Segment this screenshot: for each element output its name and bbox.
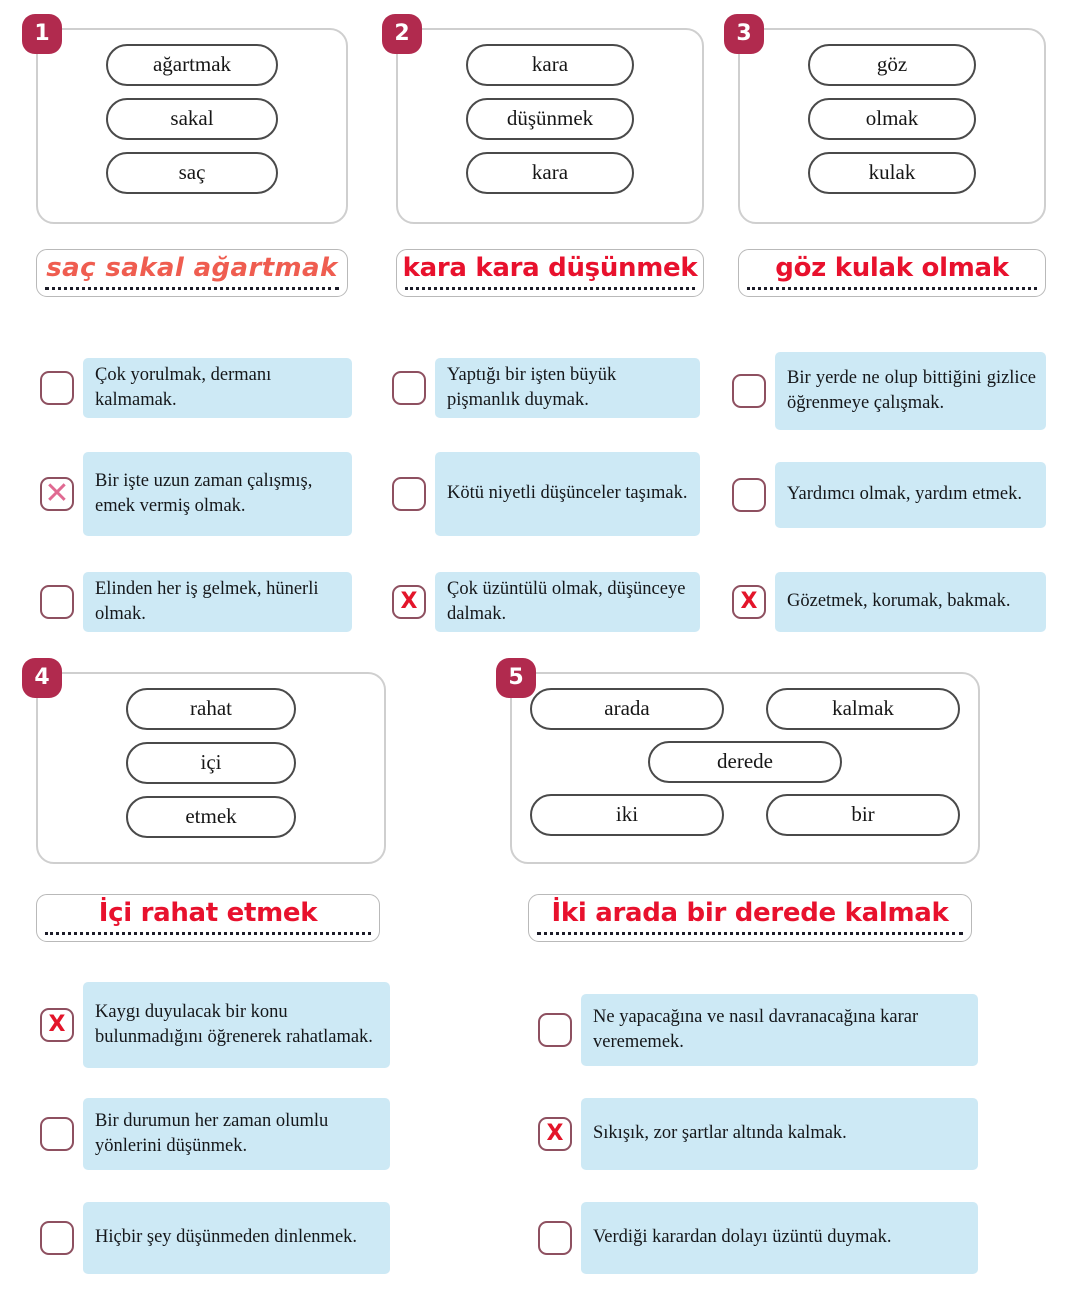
answer-text: İki arada bir derede kalmak: [551, 898, 949, 928]
word-bank-2: [394, 21, 704, 224]
checkbox[interactable]: [40, 585, 74, 619]
word-pill[interactable]: ağartmak: [106, 44, 278, 86]
option-label: Yardımcı olmak, yardım etmek.: [775, 462, 1046, 528]
word-pill[interactable]: sakal: [106, 98, 278, 140]
option-label: Çok üzüntülü olmak, düşünceye dalmak.: [435, 572, 700, 632]
word-bank-5: [508, 665, 980, 864]
check-mark: X: [546, 1121, 564, 1146]
checkbox[interactable]: [40, 1008, 74, 1042]
word-pill[interactable]: kalmak: [766, 688, 960, 730]
check-mark: X: [400, 589, 418, 614]
question-block-5: [508, 665, 980, 864]
checkbox[interactable]: [732, 585, 766, 619]
answer-line-box-1[interactable]: [36, 249, 348, 297]
check-mark: ✕: [44, 476, 70, 511]
option-row[interactable]: [392, 358, 700, 418]
dotted-line: [405, 287, 695, 290]
word-pill[interactable]: saç: [106, 152, 278, 194]
answer-line-wrap-1: [36, 249, 348, 297]
option-label: Bir işte uzun zaman çalışmış, emek vermiş olmak.: [83, 452, 352, 536]
option-row[interactable]: [538, 1098, 978, 1170]
option-label: Sıkışık, zor şartlar altında kalmak.: [581, 1098, 978, 1170]
checkbox[interactable]: [538, 1117, 572, 1151]
dotted-line: [45, 287, 339, 290]
word-pill[interactable]: arada: [530, 688, 724, 730]
word-pill[interactable]: düşünmek: [466, 98, 634, 140]
word-bank-3: [736, 21, 1046, 224]
dotted-line: [747, 287, 1037, 290]
question-block-3: [736, 21, 1046, 224]
question-number-badge-2: 2: [382, 14, 422, 54]
option-row[interactable]: [538, 994, 978, 1066]
option-row[interactable]: [392, 572, 700, 632]
question-number-badge-3: 3: [724, 14, 764, 54]
word-pill[interactable]: iki: [530, 794, 724, 836]
check-mark: X: [740, 589, 758, 614]
dotted-line: [45, 932, 371, 935]
option-row[interactable]: [40, 1202, 390, 1274]
word-bank-4: [34, 665, 386, 864]
option-label: Kötü niyetli düşünceler taşımak.: [435, 452, 700, 536]
option-label: Bir yerde ne olup bittiğini gizlice öğrenmeye çalışmak.: [775, 352, 1046, 430]
word-pill[interactable]: bir: [766, 794, 960, 836]
word-pill[interactable]: etmek: [126, 796, 296, 838]
check-mark: X: [48, 1012, 66, 1037]
option-label: Ne yapacağına ve nasıl davranacağına karar verememek.: [581, 994, 978, 1066]
checkbox[interactable]: [538, 1013, 572, 1047]
question-block-2: [394, 21, 704, 224]
answer-text: göz kulak olmak: [775, 253, 1009, 283]
checkbox[interactable]: [732, 374, 766, 408]
answer-line-wrap-2: [396, 249, 704, 297]
option-label: Yaptığı bir işten büyük pişmanlık duymak.: [435, 358, 700, 418]
checkbox[interactable]: [40, 371, 74, 405]
option-label: Kaygı duyulacak bir konu bulunmadığını öğrenerek rahatlamak.: [83, 982, 390, 1068]
checkbox[interactable]: [40, 1221, 74, 1255]
word-pill[interactable]: içi: [126, 742, 296, 784]
answer-line-box-5[interactable]: [528, 894, 972, 942]
checkbox[interactable]: [392, 477, 426, 511]
word-pill[interactable]: kulak: [808, 152, 976, 194]
option-row[interactable]: [40, 358, 352, 418]
dotted-line: [537, 932, 963, 935]
answer-line-box-3[interactable]: [738, 249, 1046, 297]
option-label: Verdiği karardan dolayı üzüntü duymak.: [581, 1202, 978, 1274]
option-row[interactable]: [732, 352, 1046, 430]
checkbox[interactable]: [392, 371, 426, 405]
word-pill[interactable]: rahat: [126, 688, 296, 730]
checkbox[interactable]: [40, 477, 74, 511]
question-number-badge-1: 1: [22, 14, 62, 54]
option-label: Hiçbir şey düşünmeden dinlenmek.: [83, 1202, 390, 1274]
answer-text: İçi rahat etmek: [98, 898, 318, 928]
word-pill[interactable]: kara: [466, 44, 634, 86]
option-label: Bir durumun her zaman olumlu yönlerini düşünmek.: [83, 1098, 390, 1170]
question-block-1: [34, 21, 348, 224]
checkbox[interactable]: [392, 585, 426, 619]
option-row[interactable]: [40, 982, 390, 1068]
option-row[interactable]: [732, 462, 1046, 528]
option-row[interactable]: [40, 572, 352, 632]
question-number-badge-5: 5: [496, 658, 536, 698]
answer-line-box-2[interactable]: [396, 249, 704, 297]
checkbox[interactable]: [538, 1221, 572, 1255]
answer-line-box-4[interactable]: [36, 894, 380, 942]
word-pill[interactable]: olmak: [808, 98, 976, 140]
option-label: Çok yorulmak, dermanı kalmamak.: [83, 358, 352, 418]
word-pill[interactable]: kara: [466, 152, 634, 194]
option-label: Gözetmek, korumak, bakmak.: [775, 572, 1046, 632]
checkbox[interactable]: [732, 478, 766, 512]
answer-line-wrap-4: [36, 894, 380, 942]
option-row[interactable]: [40, 452, 352, 536]
word-bank-1: [34, 21, 348, 224]
answer-text: kara kara düşünmek: [402, 253, 698, 283]
question-number-badge-4: 4: [22, 658, 62, 698]
option-row[interactable]: [538, 1202, 978, 1274]
word-pill[interactable]: göz: [808, 44, 976, 86]
answer-line-wrap-5: [528, 894, 972, 942]
checkbox[interactable]: [40, 1117, 74, 1151]
option-row[interactable]: [40, 1098, 390, 1170]
option-row[interactable]: [392, 452, 700, 536]
question-block-4: [34, 665, 386, 864]
option-label: Elinden her iş gelmek, hünerli olmak.: [83, 572, 352, 632]
answer-text: saç sakal ağartmak: [46, 253, 338, 283]
word-pill[interactable]: derede: [648, 741, 842, 783]
answer-line-wrap-3: [738, 249, 1046, 297]
option-row[interactable]: [732, 572, 1046, 632]
